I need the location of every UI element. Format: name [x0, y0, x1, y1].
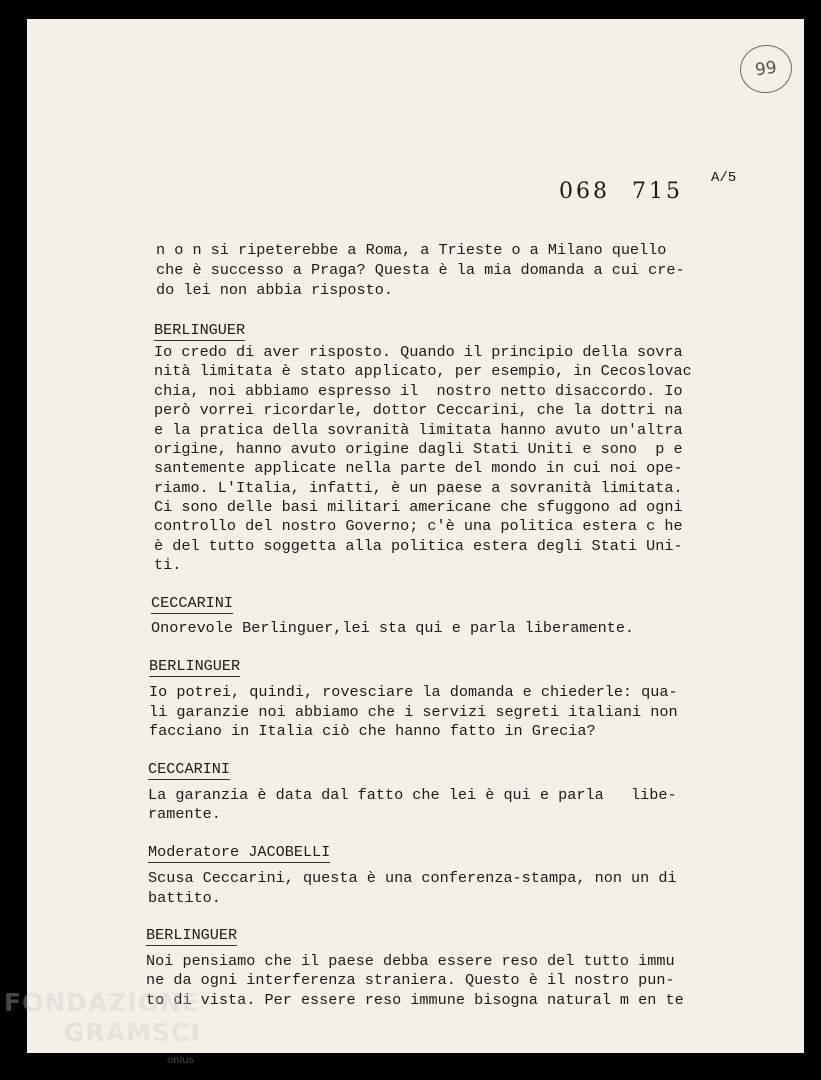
speaker-label: CECCARINI [151, 594, 234, 612]
text-line: La garanzia è data dal fatto che lei è qui e parla libe- [148, 786, 677, 804]
page-number-stamp: 99 [737, 42, 795, 97]
text-line: controllo del nostro Governo; c'è una politica estera c he [154, 517, 683, 535]
watermark-line3: onlus [167, 1055, 194, 1066]
protocol-number [559, 179, 683, 204]
document-page [27, 19, 804, 1053]
text-line: e la pratica della sovranità limitata hanno avuto un'altra [154, 421, 683, 439]
text-line: nità limitata è stato applicato, per esempio, in Cecoslovac [154, 362, 692, 380]
text-line: Onorevole Berlinguer,lei sta qui e parla liberamente. [151, 619, 635, 637]
watermark-line2: GRAMSCI [64, 1018, 201, 1047]
text-line: Ci sono delle basi militari americane che sfuggono ad ogni [154, 498, 683, 516]
speaker-label: CECCARINI [148, 760, 231, 778]
speaker-label: BERLINGUER [149, 657, 241, 675]
speaker-label: BERLINGUER [154, 321, 246, 339]
watermark [4, 988, 201, 1066]
text-line: ramente. [148, 805, 221, 823]
page-reference: A/5 [711, 170, 737, 186]
text-line: facciano in Italia ciò che hanno fatto in Grecia? [149, 722, 596, 740]
text-line: do lei non abbia risposto. [156, 281, 393, 299]
text-line: ti. [154, 556, 182, 574]
speaker-label: BERLINGUER [146, 926, 238, 944]
text-line: chia, noi abbiamo espresso il nostro netto disaccordo. Io [154, 382, 683, 400]
speaker-label: Moderatore JACOBELLI [148, 843, 331, 861]
text-line: però vorrei ricordarle, dottor Ceccarini, che la dottri na [154, 401, 683, 419]
text-line: riamo. L'Italia, infatti, è un paese a sovranità limitata. [154, 479, 683, 497]
protocol-number-part1: 068 [559, 179, 610, 204]
watermark-line1: FONDAZIONE [4, 988, 201, 1017]
text-line: Scusa Ceccarini, questa è una conferenza-stampa, non un di [148, 869, 677, 887]
text-line: origine, hanno avuto origine dagli Stati Uniti e sono p e [154, 440, 683, 458]
text-line: ne da ogni interferenza straniera. Questo è il nostro pun- [146, 971, 675, 989]
text-line: è del tutto soggetta alla politica estera degli Stati Uni- [154, 537, 683, 555]
text-line: battito. [148, 889, 221, 907]
text-line: che è successo a Praga? Questa è la mia domanda a cui cre- [156, 261, 685, 279]
text-line: to di vista. Per essere reso immune bisogna natural m en te [146, 991, 684, 1009]
text-line: li garanzie noi abbiamo che i servizi segreti italiani non [149, 703, 678, 721]
text-line: Io potrei, quindi, rovesciare la domanda e chiederle: qua- [149, 683, 678, 701]
text-line: Noi pensiamo che il paese debba essere reso del tutto immu [146, 952, 675, 970]
text-line: Io credo di aver risposto. Quando il principio della sovra [154, 343, 683, 361]
text-line: santemente applicate nella parte del mondo in cui noi ope- [154, 459, 683, 477]
protocol-number-part2: 715 [632, 179, 683, 204]
text-line: n o n si ripeterebbe a Roma, a Trieste o a Milano quello [156, 241, 667, 259]
